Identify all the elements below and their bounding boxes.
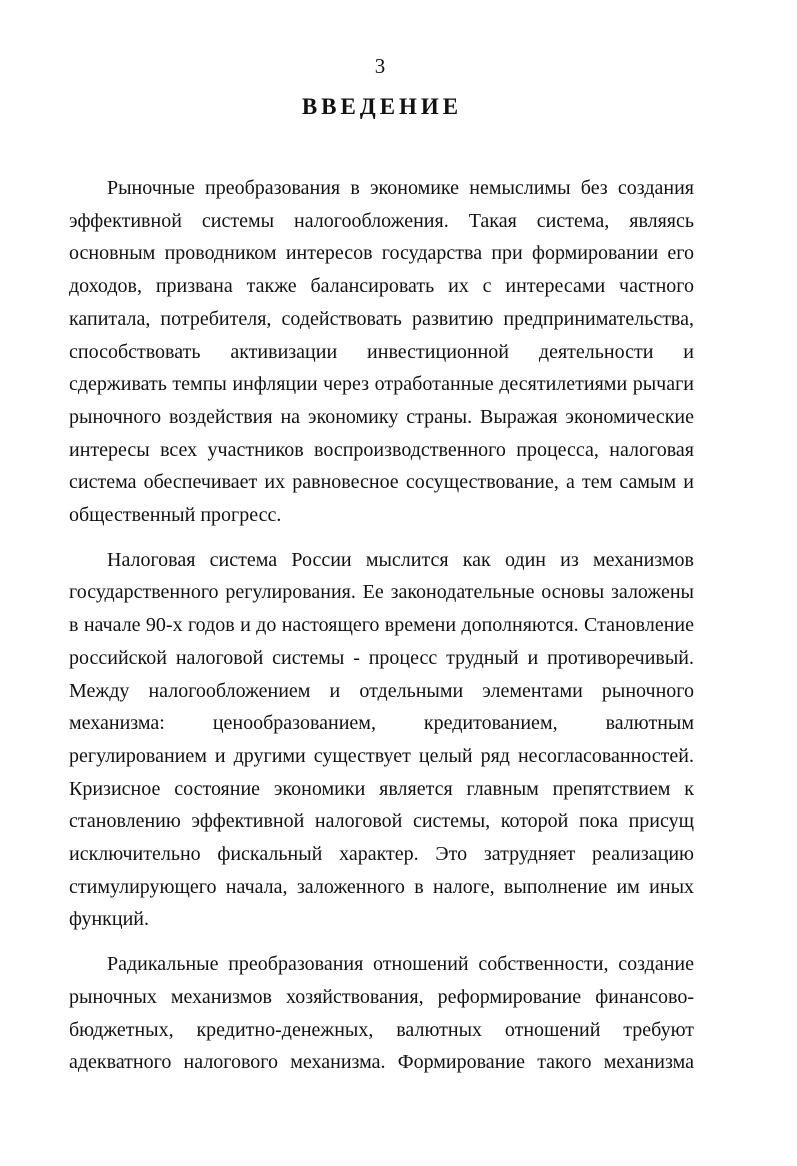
paragraph-3: Радикальные преобразования отношений собственности, создание рыночных механизмов хозяйствования, реформирование финансово-бюджетных, кредитно-денежных, валютных отношений требуют адекватного налогового механизма. Формирование такого механизма bbox=[69, 953, 694, 1074]
paragraph-1: Рыночные преобразования в экономике немыслимы без создания эффективной системы налогообложения. Такая система, являясь основным проводником интересов государства при формировании его доходов, призвана также балансировать их с интересами частного капитала, потребителя, содействовать развитию предпринимательства, способствовать активизации инвестиционной деятельности и сдерживать темпы инфляции через отработанные десятилетиями рычаги рыночного воздействия на экономику страны. Выражая экономические интересы всех участников воспроизводственного процесса, налоговая система обеспечивает их равновесное сосуществование, а тем самым и общественный прогресс. bbox=[69, 177, 694, 527]
page-number: 3 bbox=[374, 54, 386, 78]
paragraph-2: Налоговая система России мыслится как один из механизмов государственного регулирования. Ее законодательные основы заложены в начале 90-х годов и до настоящего времени дополняются. Становление российской налоговой системы - процесс трудный и противоречивый. Между налогообложением и отдельными элементами рыночного механизма: ценообразованием, кредитованием, валютным регулированием и другими существует целый ряд несогласованностей. Кризисное состояние экономики является главным препятствием к становлению эффективной налоговой системы, которой пока присущ исключительно фискальный характер. Это затрудняет реализацию стимулирующего начала, заложенного в налоге, выполнение им иных функций. bbox=[69, 548, 694, 931]
section-heading: ВВЕДЕНИЕ bbox=[301, 94, 463, 119]
document-body bbox=[69, 172, 694, 1079]
